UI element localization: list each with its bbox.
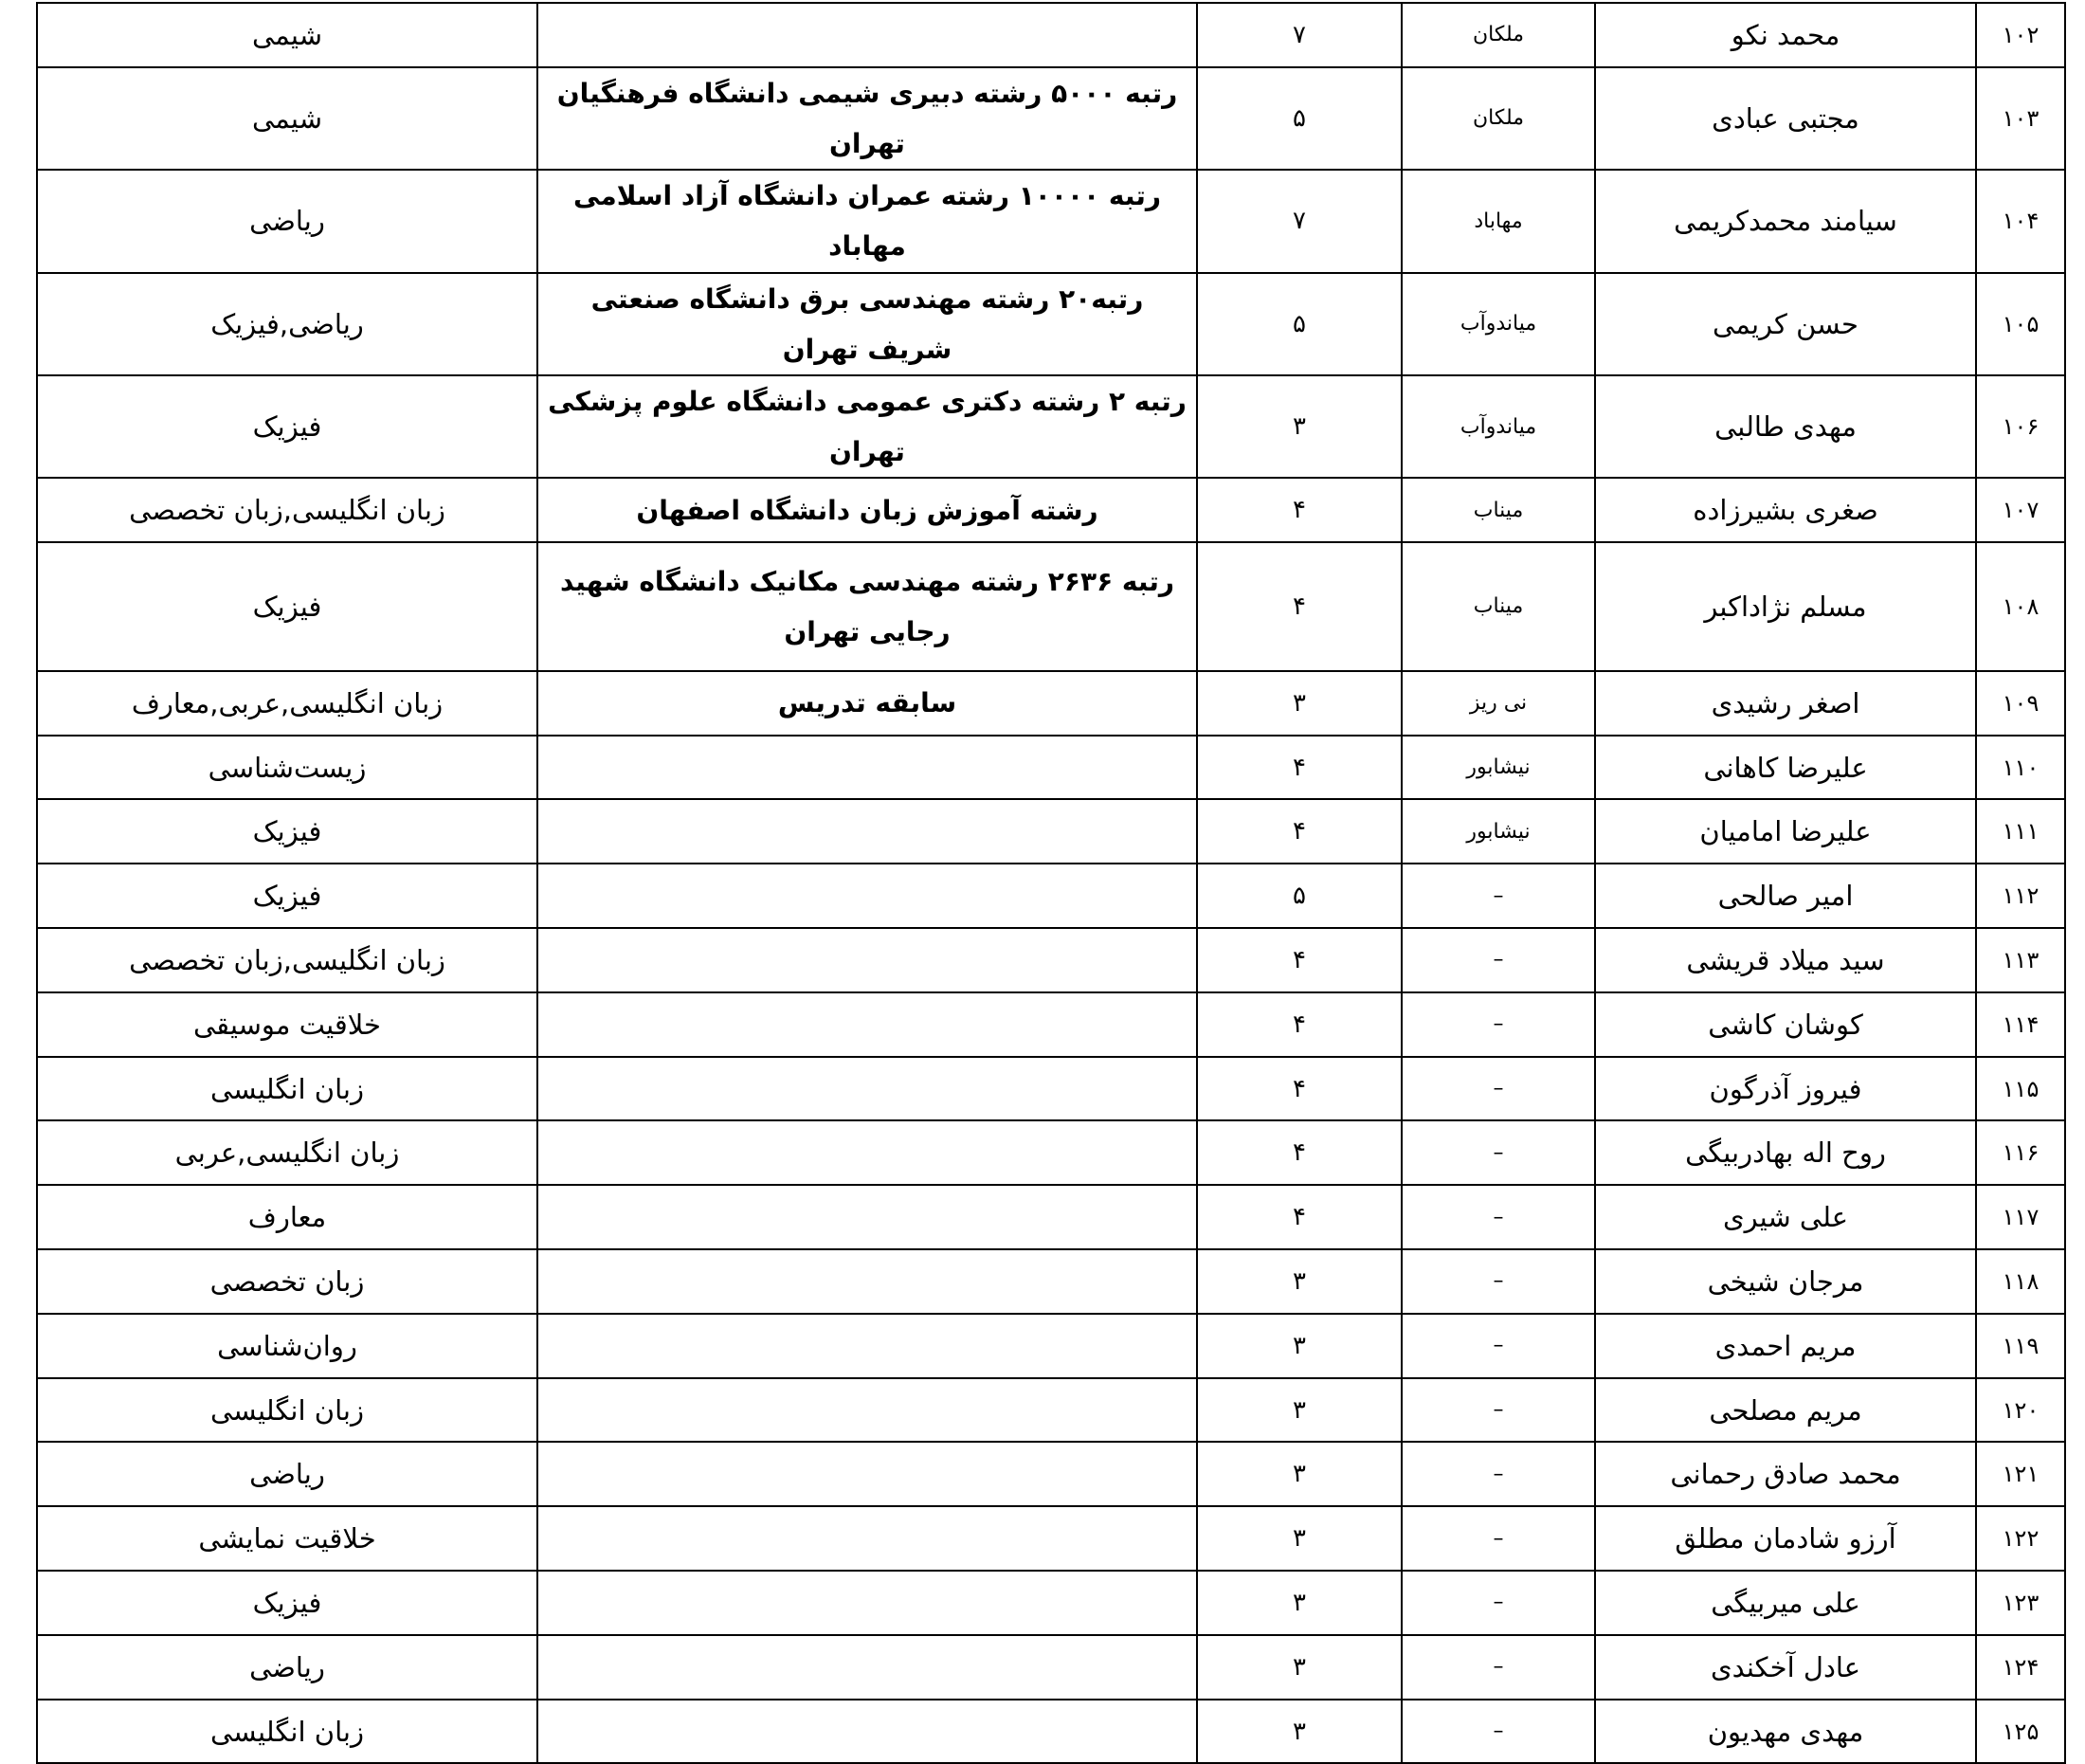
row-number-cell: ۱۰۸ xyxy=(1976,542,2065,671)
subject-cell: ریاضی xyxy=(37,1635,537,1700)
subject-cell: شیمی xyxy=(37,67,537,170)
experience-years-cell: ۳ xyxy=(1197,1506,1402,1571)
row-number-cell: ۱۱۰ xyxy=(1976,736,2065,800)
row-number-cell: ۱۱۶ xyxy=(1976,1120,2065,1185)
subject-cell: زبان انگلیسی,زبان تخصصی xyxy=(37,478,537,542)
experience-years-cell: ۳ xyxy=(1197,375,1402,478)
table-row xyxy=(37,864,2065,928)
rank-note-cell xyxy=(537,992,1197,1057)
row-number-cell: ۱۰۶ xyxy=(1976,375,2065,478)
rank-note-cell: رتبه ۱۰۰۰۰ رشته عمران دانشگاه آزاد اسلامی مهاباد xyxy=(537,170,1197,272)
table-row xyxy=(37,542,2065,671)
table-row xyxy=(37,1185,2065,1249)
row-number-cell: ۱۱۵ xyxy=(1976,1057,2065,1121)
subject-cell: زبان انگلیسی xyxy=(37,1057,537,1121)
rank-note-cell xyxy=(537,1506,1197,1571)
city-cell: – xyxy=(1402,864,1595,928)
subject-cell: خلاقیت موسیقی xyxy=(37,992,537,1057)
subject-cell: زبان تخصصی xyxy=(37,1249,537,1314)
teacher-name-cell: اصغر رشیدی xyxy=(1595,671,1976,736)
city-cell: ملکان xyxy=(1402,67,1595,170)
city-cell: میناب xyxy=(1402,542,1595,671)
city-cell: – xyxy=(1402,1185,1595,1249)
table-row xyxy=(37,1700,2065,1764)
subject-cell: روان‌شناسی xyxy=(37,1314,537,1378)
city-cell: – xyxy=(1402,928,1595,992)
row-number-cell: ۱۰۵ xyxy=(1976,273,2065,375)
experience-years-cell: ۷ xyxy=(1197,3,1402,67)
rank-note-cell xyxy=(537,1378,1197,1443)
teacher-name-cell: علی میربیگی xyxy=(1595,1571,1976,1635)
table-row xyxy=(37,375,2065,478)
experience-years-cell: ۴ xyxy=(1197,799,1402,864)
teacher-name-cell: مریم احمدی xyxy=(1595,1314,1976,1378)
subject-cell: زبان انگلیسی xyxy=(37,1700,537,1764)
subject-cell: زبان انگلیسی xyxy=(37,1378,537,1443)
teacher-name-cell: علیرضا کاهانی xyxy=(1595,736,1976,800)
row-number-cell: ۱۰۷ xyxy=(1976,478,2065,542)
subject-cell: ریاضی xyxy=(37,1442,537,1506)
table-row xyxy=(37,170,2065,272)
row-number-cell: ۱۱۷ xyxy=(1976,1185,2065,1249)
rank-note-cell xyxy=(537,1185,1197,1249)
rank-note-cell: رتبه ۲۶۳۶ رشته مهندسی مکانیک دانشگاه شهید رجایی تهران xyxy=(537,542,1197,671)
table-row xyxy=(37,1506,2065,1571)
table-row xyxy=(37,3,2065,67)
city-cell: – xyxy=(1402,1249,1595,1314)
table-row xyxy=(37,1120,2065,1185)
experience-years-cell: ۴ xyxy=(1197,1057,1402,1121)
teacher-name-cell: سید میلاد قریشی xyxy=(1595,928,1976,992)
teacher-name-cell: آرزو شادمان مطلق xyxy=(1595,1506,1976,1571)
table-row xyxy=(37,671,2065,736)
table-row xyxy=(37,1571,2065,1635)
subject-cell: زبان انگلیسی,زبان تخصصی xyxy=(37,928,537,992)
subject-cell: فیزیک xyxy=(37,375,537,478)
city-cell: میاندوآب xyxy=(1402,273,1595,375)
city-cell: میناب xyxy=(1402,478,1595,542)
experience-years-cell: ۴ xyxy=(1197,1185,1402,1249)
teacher-name-cell: مهدی طالبی xyxy=(1595,375,1976,478)
teachers-table xyxy=(36,2,2066,1764)
teacher-name-cell: مرجان شیخی xyxy=(1595,1249,1976,1314)
row-number-cell: ۱۲۵ xyxy=(1976,1700,2065,1764)
city-cell: نیشابور xyxy=(1402,799,1595,864)
row-number-cell: ۱۱۴ xyxy=(1976,992,2065,1057)
rank-note-cell xyxy=(537,1120,1197,1185)
city-cell: – xyxy=(1402,1314,1595,1378)
table-row xyxy=(37,273,2065,375)
city-cell: – xyxy=(1402,1442,1595,1506)
rank-note-cell xyxy=(537,928,1197,992)
city-cell: – xyxy=(1402,992,1595,1057)
rank-note-cell xyxy=(537,1635,1197,1700)
teacher-name-cell: روح اله بهادربیگی xyxy=(1595,1120,1976,1185)
subject-cell: فیزیک xyxy=(37,542,537,671)
table-row xyxy=(37,478,2065,542)
table-row xyxy=(37,992,2065,1057)
teacher-name-cell: مهدی مهدیون xyxy=(1595,1700,1976,1764)
table-row xyxy=(37,736,2065,800)
subject-cell: زیست‌شناسی xyxy=(37,736,537,800)
subject-cell: شیمی xyxy=(37,3,537,67)
teacher-name-cell: عادل آخکندی xyxy=(1595,1635,1976,1700)
city-cell: میاندوآب xyxy=(1402,375,1595,478)
table-row xyxy=(37,1442,2065,1506)
teacher-name-cell: علیرضا امامیان xyxy=(1595,799,1976,864)
teacher-name-cell: محمد نکو xyxy=(1595,3,1976,67)
row-number-cell: ۱۱۱ xyxy=(1976,799,2065,864)
city-cell: ملکان xyxy=(1402,3,1595,67)
teacher-name-cell: مسلم نژاداکبر xyxy=(1595,542,1976,671)
rank-note-cell xyxy=(537,1057,1197,1121)
experience-years-cell: ۴ xyxy=(1197,928,1402,992)
experience-years-cell: ۳ xyxy=(1197,671,1402,736)
subject-cell: ریاضی,فیزیک xyxy=(37,273,537,375)
row-number-cell: ۱۰۹ xyxy=(1976,671,2065,736)
rank-note-cell: رشته آموزش زبان دانشگاه اصفهان xyxy=(537,478,1197,542)
experience-years-cell: ۴ xyxy=(1197,736,1402,800)
row-number-cell: ۱۲۲ xyxy=(1976,1506,2065,1571)
experience-years-cell: ۷ xyxy=(1197,170,1402,272)
subject-cell: ریاضی xyxy=(37,170,537,272)
city-cell: نیشابور xyxy=(1402,736,1595,800)
experience-years-cell: ۵ xyxy=(1197,273,1402,375)
city-cell: – xyxy=(1402,1057,1595,1121)
row-number-cell: ۱۱۳ xyxy=(1976,928,2065,992)
row-number-cell: ۱۲۱ xyxy=(1976,1442,2065,1506)
teacher-name-cell: امیر صالحی xyxy=(1595,864,1976,928)
experience-years-cell: ۳ xyxy=(1197,1378,1402,1443)
rank-note-cell xyxy=(537,736,1197,800)
experience-years-cell: ۳ xyxy=(1197,1442,1402,1506)
experience-years-cell: ۳ xyxy=(1197,1635,1402,1700)
subject-cell: معارف xyxy=(37,1185,537,1249)
teacher-name-cell: مجتبی عبادی xyxy=(1595,67,1976,170)
table-row xyxy=(37,1314,2065,1378)
teacher-name-cell: علی شیری xyxy=(1595,1185,1976,1249)
teacher-name-cell: حسن کریمی xyxy=(1595,273,1976,375)
row-number-cell: ۱۰۲ xyxy=(1976,3,2065,67)
table-row xyxy=(37,1635,2065,1700)
experience-years-cell: ۳ xyxy=(1197,1571,1402,1635)
experience-years-cell: ۴ xyxy=(1197,1120,1402,1185)
experience-years-cell: ۴ xyxy=(1197,992,1402,1057)
row-number-cell: ۱۱۹ xyxy=(1976,1314,2065,1378)
experience-years-cell: ۴ xyxy=(1197,542,1402,671)
rank-note-cell xyxy=(537,799,1197,864)
row-number-cell: ۱۰۴ xyxy=(1976,170,2065,272)
teacher-name-cell: محمد صادق رحمانی xyxy=(1595,1442,1976,1506)
rank-note-cell: رتبه۲۰ رشته مهندسی برق دانشگاه صنعتی شریف تهران xyxy=(537,273,1197,375)
teacher-name-cell: کوشان کاشی xyxy=(1595,992,1976,1057)
subject-cell: فیزیک xyxy=(37,1571,537,1635)
teacher-name-cell: سیامند محمدکریمی xyxy=(1595,170,1976,272)
rank-note-cell: رتبه ۲ رشته دکتری عمومی دانشگاه علوم پزشکی تهران xyxy=(537,375,1197,478)
city-cell: – xyxy=(1402,1378,1595,1443)
city-cell: – xyxy=(1402,1506,1595,1571)
subject-cell: فیزیک xyxy=(37,864,537,928)
teacher-name-cell: صغری بشیرزاده xyxy=(1595,478,1976,542)
rank-note-cell: رتبه ۵۰۰۰ رشته دبیری شیمی دانشگاه فرهنگیان تهران xyxy=(537,67,1197,170)
rank-note-cell xyxy=(537,1249,1197,1314)
teacher-name-cell: فیروز آذرگون xyxy=(1595,1057,1976,1121)
rank-note-cell xyxy=(537,3,1197,67)
row-number-cell: ۱۲۳ xyxy=(1976,1571,2065,1635)
experience-years-cell: ۳ xyxy=(1197,1700,1402,1764)
city-cell: – xyxy=(1402,1120,1595,1185)
table-row xyxy=(37,1378,2065,1443)
teacher-name-cell: مریم مصلحی xyxy=(1595,1378,1976,1443)
experience-years-cell: ۳ xyxy=(1197,1249,1402,1314)
rank-note-cell xyxy=(537,1314,1197,1378)
row-number-cell: ۱۱۸ xyxy=(1976,1249,2065,1314)
table-row xyxy=(37,799,2065,864)
city-cell: – xyxy=(1402,1700,1595,1764)
city-cell: – xyxy=(1402,1635,1595,1700)
city-cell: مهاباد xyxy=(1402,170,1595,272)
experience-years-cell: ۳ xyxy=(1197,1314,1402,1378)
row-number-cell: ۱۰۳ xyxy=(1976,67,2065,170)
subject-cell: زبان انگلیسی,عربی xyxy=(37,1120,537,1185)
row-number-cell: ۱۲۰ xyxy=(1976,1378,2065,1443)
subject-cell: زبان انگلیسی,عربی,معارف xyxy=(37,671,537,736)
rank-note-cell xyxy=(537,1700,1197,1764)
city-cell: – xyxy=(1402,1571,1595,1635)
rank-note-cell xyxy=(537,864,1197,928)
rank-note-cell xyxy=(537,1571,1197,1635)
rank-note-cell xyxy=(537,1442,1197,1506)
table-row xyxy=(37,1057,2065,1121)
rank-note-cell: سابقه تدریس xyxy=(537,671,1197,736)
experience-years-cell: ۵ xyxy=(1197,67,1402,170)
table-row xyxy=(37,1249,2065,1314)
table-row xyxy=(37,67,2065,170)
experience-years-cell: ۵ xyxy=(1197,864,1402,928)
subject-cell: خلاقیت نمایشی xyxy=(37,1506,537,1571)
subject-cell: فیزیک xyxy=(37,799,537,864)
city-cell: نی ریز xyxy=(1402,671,1595,736)
table-row xyxy=(37,928,2065,992)
row-number-cell: ۱۲۴ xyxy=(1976,1635,2065,1700)
row-number-cell: ۱۱۲ xyxy=(1976,864,2065,928)
experience-years-cell: ۴ xyxy=(1197,478,1402,542)
